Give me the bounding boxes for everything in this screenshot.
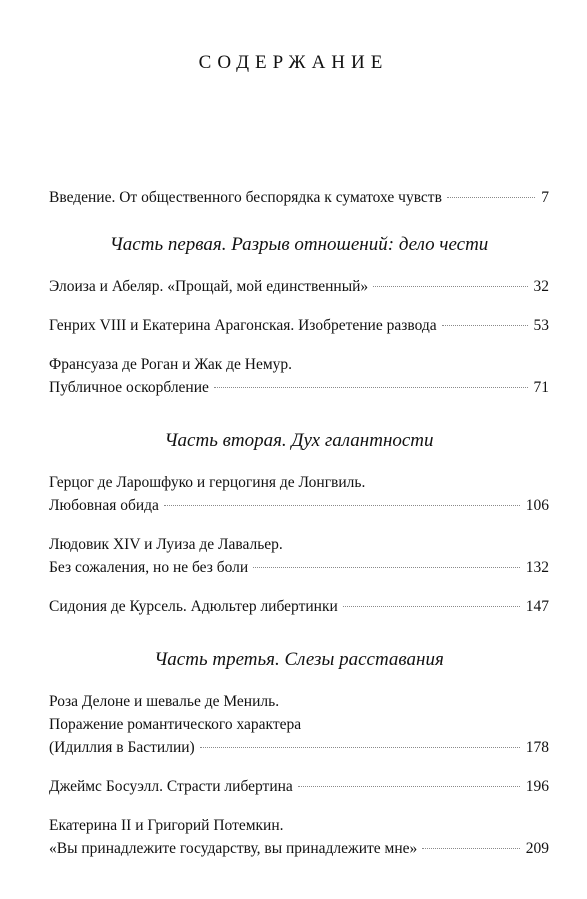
toc-entry bbox=[49, 775, 549, 798]
entry-text: Генрих VIII и Екатерина Арагонская. Изобретение развода bbox=[49, 317, 437, 334]
toc-entry bbox=[49, 814, 549, 860]
entry-text: (Идиллия в Бастилии) bbox=[49, 739, 195, 756]
entry-text: Поражение романтического характера bbox=[49, 716, 302, 733]
part-heading-1: Часть первая. Разрыв отношений: дело чести bbox=[109, 234, 489, 255]
dot-leader bbox=[447, 197, 535, 198]
entry-text: Джеймс Босуэлл. Страсти либертина bbox=[49, 778, 293, 795]
table-of-contents bbox=[49, 186, 549, 860]
entry-text: Франсуаза де Роган и Жак де Немур. bbox=[49, 356, 293, 373]
toc-entry bbox=[49, 275, 549, 298]
entry-text: Герцог де Ларошфуко и герцогиня де Лонгвиль. bbox=[49, 474, 366, 491]
entry-text: Любовная обида bbox=[49, 497, 159, 514]
toc-entry-intro bbox=[49, 186, 549, 209]
dot-leader bbox=[253, 567, 520, 568]
part-heading-3: Часть третья. Слезы расставания bbox=[154, 649, 444, 670]
page-number: 196 bbox=[525, 778, 549, 795]
toc-entry bbox=[49, 314, 549, 337]
page-number: 71 bbox=[533, 379, 549, 396]
dot-leader bbox=[422, 848, 519, 849]
page-number: 147 bbox=[525, 598, 549, 615]
page-number: 32 bbox=[533, 278, 549, 295]
entry-text: Сидония де Курсель. Адюльтер либертинки bbox=[49, 598, 338, 615]
toc-entry bbox=[49, 533, 549, 579]
page-number: 178 bbox=[525, 739, 549, 756]
page-title: СОДЕРЖАНИЕ bbox=[198, 52, 389, 73]
dot-leader bbox=[298, 786, 520, 787]
dot-leader bbox=[200, 747, 520, 748]
entry-text: Роза Делоне и шевалье де Мениль. bbox=[49, 693, 280, 710]
entry-text: Публичное оскорбление bbox=[49, 379, 209, 396]
dot-leader bbox=[373, 286, 527, 287]
dot-leader bbox=[214, 387, 528, 388]
toc-entry bbox=[49, 471, 549, 517]
page-number: 106 bbox=[525, 497, 549, 514]
page-number: 53 bbox=[533, 317, 549, 334]
entry-text: Элоиза и Абеляр. «Прощай, мой единственный» bbox=[49, 278, 369, 295]
entry-text: Введение. От общественного беспорядка к суматохе чувств bbox=[49, 189, 442, 206]
page-number: 209 bbox=[525, 840, 549, 857]
dot-leader bbox=[164, 505, 520, 506]
entry-text: «Вы принадлежите государству, вы принадлежите мне» bbox=[49, 840, 418, 857]
toc-entry bbox=[49, 690, 549, 759]
entry-text: Людовик XIV и Луиза де Лавальер. bbox=[49, 536, 283, 553]
dot-leader bbox=[442, 325, 528, 326]
part-heading-2: Часть вторая. Дух галантности bbox=[164, 430, 434, 451]
page-number: 132 bbox=[525, 559, 549, 576]
entry-text: Без сожаления, но не без боли bbox=[49, 559, 249, 576]
toc-entry bbox=[49, 353, 549, 399]
dot-leader bbox=[343, 606, 520, 607]
toc-entry bbox=[49, 595, 549, 618]
entry-text: Екатерина II и Григорий Потемкин. bbox=[49, 817, 284, 834]
page-number: 7 bbox=[541, 189, 549, 206]
